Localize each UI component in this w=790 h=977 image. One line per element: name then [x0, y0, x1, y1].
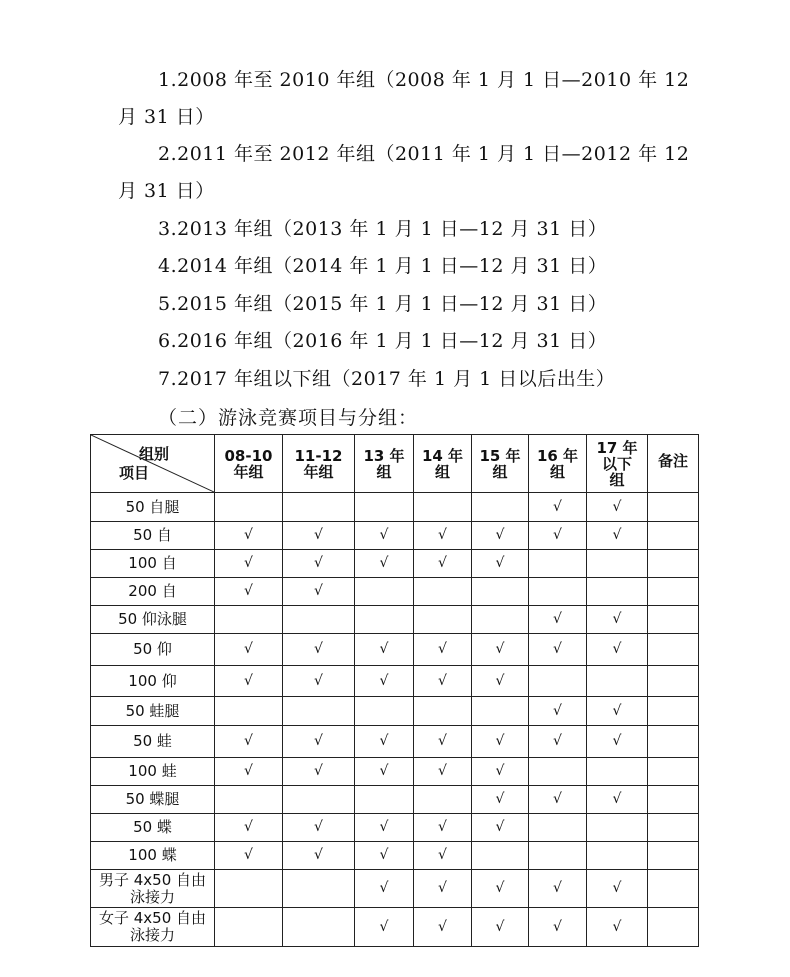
check-cell: √ [283, 634, 355, 666]
check-cell: √ [283, 666, 355, 697]
table-row [91, 786, 699, 814]
event-name-cell [91, 697, 215, 726]
check-cell [529, 814, 587, 842]
remarks-cell [648, 578, 699, 606]
age-group-4: 4.2014 年组（2014 年 1 月 1 日—12 月 31 日） [158, 255, 608, 277]
remarks-cell [648, 842, 699, 870]
check-cell: √ [283, 578, 355, 606]
check-cell [587, 578, 648, 606]
check-cell [529, 550, 587, 578]
table-row [91, 814, 699, 842]
event-name: 50 蛙腿 [125, 701, 180, 720]
check-cell [529, 842, 587, 870]
table-row [91, 634, 699, 666]
event-name-cell [91, 522, 215, 550]
corner-label-group: 组别 [139, 445, 170, 463]
check-cell [283, 606, 355, 634]
check-cell [587, 814, 648, 842]
check-cell: √ [529, 634, 587, 666]
check-cell [472, 578, 529, 606]
event-name-continued: 泳接力 [129, 887, 175, 906]
check-cell: √ [215, 578, 283, 606]
check-cell [355, 493, 414, 522]
check-cell [587, 758, 648, 786]
event-name: 100 蝶 [128, 846, 177, 864]
remarks-cell [648, 908, 699, 947]
column-header-line: 组 [492, 462, 508, 481]
check-cell [215, 786, 283, 814]
column-header-line: 15 年 [479, 446, 521, 465]
event-name: 200 自 [128, 582, 177, 600]
check-cell [414, 606, 472, 634]
check-cell: √ [587, 726, 648, 758]
check-cell [587, 666, 648, 697]
column-header-line: 组 [609, 470, 625, 489]
event-name: 50 蝶 [133, 818, 172, 836]
remarks-cell [648, 697, 699, 726]
remarks-cell [648, 666, 699, 697]
check-cell: √ [472, 522, 529, 550]
column-header-line: 14 年 [421, 446, 464, 465]
check-cell [472, 842, 529, 870]
table-row [91, 726, 699, 758]
column-header-line: 年组 [233, 462, 264, 481]
check-cell [414, 578, 472, 606]
check-cell [215, 493, 283, 522]
age-group-2-line2: 月 31 日） [118, 180, 215, 202]
column-header-17-below [587, 435, 648, 493]
event-name-cell [91, 842, 215, 870]
remarks-cell [648, 550, 699, 578]
events-table [90, 434, 699, 947]
check-cell: √ [472, 634, 529, 666]
event-name: 50 自 [133, 526, 172, 544]
check-cell: √ [587, 697, 648, 726]
check-cell: √ [215, 814, 283, 842]
remarks-cell [648, 758, 699, 786]
check-cell [283, 697, 355, 726]
event-name-cell [91, 493, 215, 522]
check-cell: √ [529, 870, 587, 908]
check-cell [529, 578, 587, 606]
check-cell: √ [587, 522, 648, 550]
check-cell: √ [472, 726, 529, 758]
check-cell: √ [472, 758, 529, 786]
check-cell: √ [414, 726, 472, 758]
check-cell [414, 786, 472, 814]
table-row [91, 578, 699, 606]
check-cell: √ [414, 666, 472, 697]
column-header-line: 16 年 [536, 446, 579, 465]
event-name-cell [91, 786, 215, 814]
column-header-line: 08-10 [224, 446, 273, 465]
table-row [91, 758, 699, 786]
check-cell: √ [529, 522, 587, 550]
check-cell [283, 493, 355, 522]
event-name: 女子 4x50 自由 [98, 909, 207, 927]
check-cell [414, 697, 472, 726]
check-cell: √ [414, 842, 472, 870]
column-header-14 [414, 435, 472, 493]
check-cell: √ [215, 842, 283, 870]
check-cell [529, 758, 587, 786]
event-name: 50 仰泳腿 [118, 610, 187, 628]
check-cell: √ [529, 493, 587, 522]
column-header-line: 11-12 [294, 446, 343, 465]
check-cell: √ [355, 908, 414, 947]
column-header-line: 组 [376, 462, 392, 481]
check-cell: √ [283, 842, 355, 870]
event-name: 50 自腿 [125, 497, 180, 516]
check-cell: √ [587, 606, 648, 634]
column-header-remarks [648, 435, 699, 493]
age-group-2-line1: 2.2011 年至 2012 年组（2011 年 1 月 1 日—2012 年 12 [158, 143, 690, 165]
check-cell: √ [355, 842, 414, 870]
check-cell: √ [587, 634, 648, 666]
check-cell [355, 606, 414, 634]
check-cell: √ [529, 908, 587, 947]
age-group-6: 6.2016 年组（2016 年 1 月 1 日—12 月 31 日） [158, 330, 608, 352]
check-cell: √ [215, 726, 283, 758]
table-row [91, 606, 699, 634]
check-cell: √ [587, 493, 648, 522]
check-cell [472, 606, 529, 634]
check-cell [355, 786, 414, 814]
event-name-continued: 泳接力 [129, 926, 175, 944]
check-cell [215, 606, 283, 634]
event-name: 男子 4x50 自由 [98, 870, 207, 889]
event-name-cell [91, 550, 215, 578]
check-cell: √ [472, 786, 529, 814]
event-name: 50 蝶腿 [125, 790, 180, 808]
column-header-15 [472, 435, 529, 493]
table-row [91, 550, 699, 578]
column-header-08-10 [215, 435, 283, 493]
remarks-cell [648, 493, 699, 522]
check-cell: √ [355, 550, 414, 578]
remarks-cell [648, 634, 699, 666]
remarks-cell [648, 870, 699, 908]
table-row [91, 870, 699, 908]
event-name: 100 自 [128, 554, 177, 572]
table-row [91, 697, 699, 726]
check-cell: √ [587, 786, 648, 814]
event-name-cell [91, 908, 215, 947]
check-cell: √ [414, 550, 472, 578]
check-cell: √ [355, 726, 414, 758]
event-name-cell [91, 814, 215, 842]
column-header-line: 组 [434, 462, 450, 481]
remarks-cell [648, 786, 699, 814]
check-cell [283, 870, 355, 908]
column-header-line: 备注 [657, 452, 688, 470]
check-cell: √ [414, 758, 472, 786]
check-cell: √ [472, 666, 529, 697]
check-cell [587, 550, 648, 578]
table-row [91, 666, 699, 697]
check-cell: √ [529, 606, 587, 634]
event-name: 100 仰 [128, 671, 177, 690]
check-cell: √ [529, 786, 587, 814]
check-cell [355, 578, 414, 606]
event-name: 50 仰 [133, 640, 172, 658]
check-cell: √ [414, 522, 472, 550]
check-cell: √ [355, 814, 414, 842]
age-group-1-line2: 月 31 日） [118, 106, 215, 128]
age-group-5: 5.2015 年组（2015 年 1 月 1 日—12 月 31 日） [158, 293, 608, 315]
column-header-line: 13 年 [363, 446, 405, 465]
check-cell: √ [472, 814, 529, 842]
check-cell: √ [472, 550, 529, 578]
corner-label-event: 项目 [119, 464, 150, 482]
check-cell: √ [472, 870, 529, 908]
check-cell [472, 493, 529, 522]
column-header-line: 年组 [303, 462, 334, 481]
check-cell: √ [355, 634, 414, 666]
check-cell: √ [414, 814, 472, 842]
check-cell [215, 908, 283, 947]
table-header-row [91, 435, 699, 493]
remarks-cell [648, 522, 699, 550]
section-subheading: （二）游泳竞赛项目与分组： [158, 407, 419, 429]
column-header-line: 组 [549, 462, 565, 481]
age-group-7: 7.2017 年组以下组（2017 年 1 月 1 日以后出生） [158, 368, 616, 390]
column-header-line: 17 年 [596, 438, 638, 457]
check-cell: √ [414, 908, 472, 947]
event-name-cell [91, 606, 215, 634]
column-header-13 [355, 435, 414, 493]
check-cell: √ [215, 522, 283, 550]
check-cell: √ [283, 814, 355, 842]
event-name-cell [91, 666, 215, 697]
check-cell: √ [414, 634, 472, 666]
check-cell: √ [355, 666, 414, 697]
check-cell: √ [215, 634, 283, 666]
event-name: 100 蛙 [128, 762, 177, 780]
diagonal-divider [91, 435, 214, 492]
corner-header-cell [91, 435, 215, 493]
table-row [91, 842, 699, 870]
column-header-16 [529, 435, 587, 493]
table-row [91, 493, 699, 522]
check-cell [215, 697, 283, 726]
remarks-cell [648, 606, 699, 634]
check-cell: √ [587, 870, 648, 908]
event-name-cell [91, 578, 215, 606]
check-cell: √ [587, 908, 648, 947]
check-cell [355, 697, 414, 726]
check-cell [587, 842, 648, 870]
age-group-3: 3.2013 年组（2013 年 1 月 1 日—12 月 31 日） [158, 218, 608, 240]
event-name-cell [91, 634, 215, 666]
check-cell: √ [355, 870, 414, 908]
check-cell: √ [472, 908, 529, 947]
table-row [91, 522, 699, 550]
check-cell: √ [414, 870, 472, 908]
check-cell: √ [215, 666, 283, 697]
check-cell: √ [283, 726, 355, 758]
check-cell [529, 666, 587, 697]
check-cell [283, 908, 355, 947]
check-cell: √ [529, 697, 587, 726]
age-group-1-line1: 1.2008 年至 2010 年组（2008 年 1 月 1 日—2010 年 12 [158, 69, 690, 91]
check-cell: √ [283, 758, 355, 786]
check-cell: √ [355, 522, 414, 550]
event-name-cell [91, 870, 215, 908]
check-cell: √ [355, 758, 414, 786]
check-cell [215, 870, 283, 908]
remarks-cell [648, 814, 699, 842]
table-body [91, 493, 699, 947]
event-name: 50 蛙 [133, 732, 172, 750]
table-row [91, 908, 699, 947]
check-cell [283, 786, 355, 814]
column-header-11-12 [283, 435, 355, 493]
check-cell: √ [529, 726, 587, 758]
check-cell [414, 493, 472, 522]
check-cell: √ [215, 550, 283, 578]
column-header-line: 以下 [601, 454, 632, 473]
event-name-cell [91, 758, 215, 786]
check-cell: √ [215, 758, 283, 786]
event-name-cell [91, 726, 215, 758]
check-cell: √ [283, 550, 355, 578]
check-cell: √ [283, 522, 355, 550]
remarks-cell [648, 726, 699, 758]
check-cell [472, 697, 529, 726]
